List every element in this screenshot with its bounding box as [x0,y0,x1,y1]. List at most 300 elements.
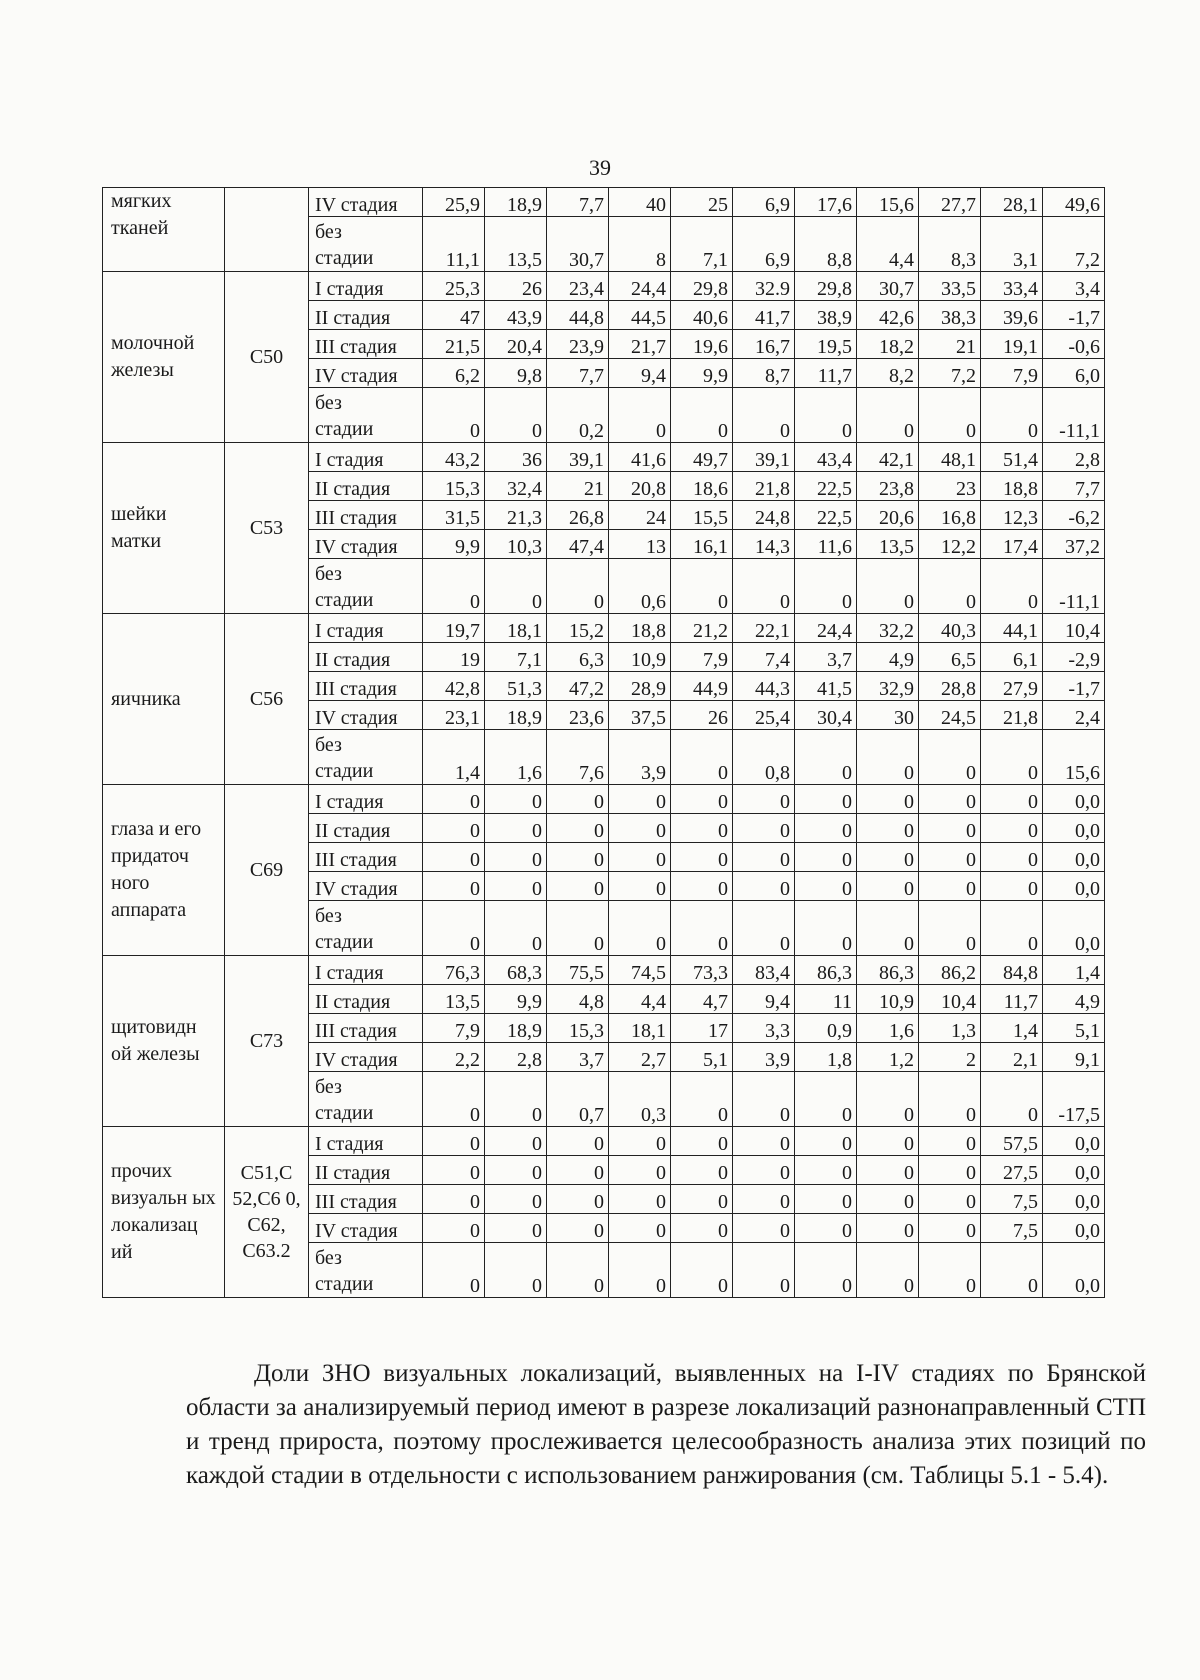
value-cell: 0 [485,388,547,443]
stage-cell: III стадия [309,330,423,359]
value-cell: 42,6 [857,301,919,330]
value-cell: 0 [795,1072,857,1127]
value-cell: 41,6 [609,443,671,472]
value-cell: 13,5 [485,217,547,272]
value-cell: 51,3 [485,672,547,701]
icd-code-cell: C51,C 52,C6 0, C62, C63.2 [225,1127,309,1298]
stage-cell: I стадия [309,1127,423,1156]
value-cell: 0 [423,1243,485,1298]
value-cell: 31,5 [423,501,485,530]
value-cell: 44,9 [671,672,733,701]
value-cell: 30,4 [795,701,857,730]
value-cell: 44,5 [609,301,671,330]
value-cell: 0 [733,1156,795,1185]
value-cell: 0 [981,1072,1043,1127]
value-cell: 23,4 [547,272,609,301]
value-cell: 0 [671,1127,733,1156]
value-cell: 0 [919,843,981,872]
value-cell: 32.9 [733,272,795,301]
value-cell: 0 [795,559,857,614]
value-cell: 13,5 [857,530,919,559]
value-cell: 17,4 [981,530,1043,559]
value-cell: 0 [795,1185,857,1214]
stage-cell: IV стадия [309,1214,423,1243]
value-cell: 0 [547,1156,609,1185]
table-row [103,956,1105,985]
value-cell: 0 [795,1243,857,1298]
value-cell: 6,1 [981,643,1043,672]
value-cell: 0,9 [795,1014,857,1043]
value-cell: 41,5 [795,672,857,701]
value-cell: -1,7 [1043,301,1105,330]
value-cell: 0 [423,814,485,843]
value-cell: 84,8 [981,956,1043,985]
value-cell: 0 [609,843,671,872]
value-cell: 0 [733,814,795,843]
localization-cell: прочих визуальн ых локализац ий [103,1127,225,1298]
value-cell: 0 [919,785,981,814]
value-cell: 32,4 [485,472,547,501]
stage-cell: II стадия [309,301,423,330]
value-cell: 22,1 [733,614,795,643]
value-cell: 0 [795,1127,857,1156]
value-cell: 23 [919,472,981,501]
value-cell: 0 [485,901,547,956]
localization-cell: мягких тканей [103,188,225,272]
value-cell: 0 [919,1243,981,1298]
table-row [103,443,1105,472]
value-cell: -6,2 [1043,501,1105,530]
value-cell: 0 [423,1185,485,1214]
value-cell: 0 [671,559,733,614]
stage-cell: без стадии [309,730,423,785]
page-number: 39 [589,155,611,180]
value-cell: 48,1 [919,443,981,472]
value-cell: 13,5 [423,985,485,1014]
value-cell: 11,1 [423,217,485,272]
icd-code-cell: C56 [225,614,309,785]
value-cell: 0 [981,730,1043,785]
value-cell: 8,3 [919,217,981,272]
value-cell: 0 [423,872,485,901]
value-cell: 0 [485,872,547,901]
value-cell: 21,8 [733,472,795,501]
localization-cell: шейки матки [103,443,225,614]
value-cell: 0 [795,1214,857,1243]
value-cell: 0 [981,901,1043,956]
value-cell: 0 [671,1185,733,1214]
value-cell: 0 [485,1185,547,1214]
stage-cell: II стадия [309,814,423,843]
value-cell: 73,3 [671,956,733,985]
value-cell: 7,6 [547,730,609,785]
value-cell: 13 [609,530,671,559]
stage-cell: II стадия [309,985,423,1014]
value-cell: 7,2 [919,359,981,388]
value-cell: 0 [857,872,919,901]
value-cell: 0,8 [733,730,795,785]
value-cell: 0 [671,1156,733,1185]
value-cell: 28,1 [981,188,1043,217]
value-cell: 26,8 [547,501,609,530]
value-cell: 9,9 [423,530,485,559]
value-cell: 10,4 [919,985,981,1014]
value-cell: 32,2 [857,614,919,643]
value-cell: 15,6 [1043,730,1105,785]
value-cell: 0,0 [1043,1243,1105,1298]
value-cell: 42,1 [857,443,919,472]
value-cell: 29,8 [795,272,857,301]
value-cell: 0 [485,1214,547,1243]
value-cell: -17,5 [1043,1072,1105,1127]
value-cell: 0 [671,872,733,901]
value-cell: 21,3 [485,501,547,530]
value-cell: 57,5 [981,1127,1043,1156]
value-cell: 16,7 [733,330,795,359]
value-cell: 0,7 [547,1072,609,1127]
value-cell: 0,0 [1043,872,1105,901]
value-cell: 86,2 [919,956,981,985]
stage-cell: III стадия [309,1014,423,1043]
stage-cell: IV стадия [309,188,423,217]
value-cell: 19,6 [671,330,733,359]
value-cell: 0 [609,1185,671,1214]
icd-code-cell: C69 [225,785,309,956]
value-cell: 0,3 [609,1072,671,1127]
value-cell: 0 [733,872,795,901]
value-cell: 36 [485,443,547,472]
value-cell: 10,9 [857,985,919,1014]
value-cell: 2,2 [423,1043,485,1072]
value-cell: 0,0 [1043,785,1105,814]
value-cell: 0 [485,1156,547,1185]
table-row [103,272,1105,301]
value-cell: 18,1 [609,1014,671,1043]
value-cell: 0 [609,901,671,956]
value-cell: 0 [609,872,671,901]
value-cell: 0 [485,559,547,614]
value-cell: 43,9 [485,301,547,330]
value-cell: 20,6 [857,501,919,530]
value-cell: 14,3 [733,530,795,559]
value-cell: 0 [795,785,857,814]
value-cell: 8,7 [733,359,795,388]
value-cell: 0 [857,843,919,872]
value-cell: 0 [981,872,1043,901]
value-cell: 47,4 [547,530,609,559]
value-cell: 0 [671,388,733,443]
stage-cell: I стадия [309,785,423,814]
stage-cell: III стадия [309,501,423,530]
value-cell: 11,6 [795,530,857,559]
value-cell: 0 [857,1156,919,1185]
value-cell: 3,9 [733,1043,795,1072]
stage-cell: III стадия [309,843,423,872]
value-cell: 21,7 [609,330,671,359]
value-cell: 27,5 [981,1156,1043,1185]
value-cell: 4,8 [547,985,609,1014]
value-cell: 25,3 [423,272,485,301]
value-cell: 0 [795,872,857,901]
value-cell: 0 [857,559,919,614]
value-cell: 11 [795,985,857,1014]
value-cell: 37,5 [609,701,671,730]
value-cell: 7,7 [547,188,609,217]
value-cell: 0 [547,559,609,614]
value-cell: 0 [485,1072,547,1127]
value-cell: 49,7 [671,443,733,472]
value-cell: 7,1 [485,643,547,672]
value-cell: 0 [547,785,609,814]
localization-cell: щитовидн ой железы [103,956,225,1127]
value-cell: 1,6 [857,1014,919,1043]
table-row [103,614,1105,643]
value-cell: 39,1 [733,443,795,472]
value-cell: 4,7 [671,985,733,1014]
value-cell: 8,8 [795,217,857,272]
value-cell: 0 [609,785,671,814]
value-cell: 0 [733,388,795,443]
value-cell: -0,6 [1043,330,1105,359]
value-cell: 7,2 [1043,217,1105,272]
value-cell: 0 [609,1243,671,1298]
value-cell: 0 [857,901,919,956]
value-cell: 3,9 [609,730,671,785]
value-cell: 37,2 [1043,530,1105,559]
value-cell: 38,3 [919,301,981,330]
stage-cell: IV стадия [309,872,423,901]
value-cell: 18,9 [485,1014,547,1043]
value-cell: 4,9 [1043,985,1105,1014]
value-cell: 38,9 [795,301,857,330]
value-cell: 0 [857,814,919,843]
value-cell: 0 [919,559,981,614]
value-cell: 19,7 [423,614,485,643]
value-cell: 24,5 [919,701,981,730]
value-cell: 9,9 [671,359,733,388]
value-cell: 0,0 [1043,1185,1105,1214]
value-cell: 15,3 [423,472,485,501]
value-cell: 0 [423,843,485,872]
value-cell: 8,2 [857,359,919,388]
localization-cell: молочной железы [103,272,225,443]
value-cell: 0 [671,843,733,872]
value-cell: 0 [485,785,547,814]
value-cell: 22,5 [795,472,857,501]
value-cell: 49,6 [1043,188,1105,217]
value-cell: 0 [919,1072,981,1127]
value-cell: 6,9 [733,217,795,272]
value-cell: 0 [795,388,857,443]
value-cell: 0 [671,785,733,814]
value-cell: 7,7 [1043,472,1105,501]
value-cell: 29,8 [671,272,733,301]
value-cell: 1,8 [795,1043,857,1072]
value-cell: 25,9 [423,188,485,217]
value-cell: 20,8 [609,472,671,501]
value-cell: 27,9 [981,672,1043,701]
value-cell: 0 [857,1243,919,1298]
stage-cell: IV стадия [309,530,423,559]
value-cell: 7,5 [981,1214,1043,1243]
value-cell: 22,5 [795,501,857,530]
value-cell: 0 [981,785,1043,814]
value-cell: -2,9 [1043,643,1105,672]
value-cell: 0 [857,388,919,443]
stage-cell: III стадия [309,1185,423,1214]
value-cell: 4,4 [609,985,671,1014]
value-cell: 0 [795,901,857,956]
value-cell: 26 [671,701,733,730]
value-cell: 23,1 [423,701,485,730]
value-cell: 18,8 [981,472,1043,501]
localization-cell: яичника [103,614,225,785]
value-cell: 40,3 [919,614,981,643]
value-cell: 0 [733,843,795,872]
value-cell: 7,7 [547,359,609,388]
value-cell: 18,9 [485,188,547,217]
value-cell: 0 [919,1156,981,1185]
value-cell: 23,9 [547,330,609,359]
value-cell: 0 [981,843,1043,872]
value-cell: 0 [857,1185,919,1214]
value-cell: 0 [609,1156,671,1185]
stage-cell: I стадия [309,272,423,301]
value-cell: 0 [423,1156,485,1185]
value-cell: 0 [857,730,919,785]
value-cell: 5,1 [1043,1014,1105,1043]
value-cell: 1,4 [981,1014,1043,1043]
value-cell: 0,0 [1043,1127,1105,1156]
value-cell: 1,2 [857,1043,919,1072]
value-cell: 2 [919,1043,981,1072]
value-cell: 0 [981,388,1043,443]
icd-code-cell: C50 [225,272,309,443]
value-cell: 43,2 [423,443,485,472]
value-cell: 0 [857,785,919,814]
stage-cell: III стадия [309,672,423,701]
value-cell: 28,8 [919,672,981,701]
value-cell: 0 [671,1072,733,1127]
value-cell: 10,4 [1043,614,1105,643]
stage-cell: без стадии [309,901,423,956]
value-cell: 1,6 [485,730,547,785]
value-cell: 0 [671,901,733,956]
value-cell: 40,6 [671,301,733,330]
value-cell: 0 [423,559,485,614]
value-cell: 11,7 [795,359,857,388]
value-cell: 68,3 [485,956,547,985]
value-cell: 9,9 [485,985,547,1014]
value-cell: 0 [733,1127,795,1156]
value-cell: 0 [485,1243,547,1298]
value-cell: 0 [919,1127,981,1156]
value-cell: 0 [919,388,981,443]
value-cell: 41,7 [733,301,795,330]
value-cell: 83,4 [733,956,795,985]
stage-cell: I стадия [309,614,423,643]
value-cell: 0 [547,901,609,956]
value-cell: 42,8 [423,672,485,701]
value-cell: 19 [423,643,485,672]
value-cell: 6,5 [919,643,981,672]
value-cell: 3,3 [733,1014,795,1043]
table-row [103,1127,1105,1156]
value-cell: 0 [609,814,671,843]
stage-cell: без стадии [309,217,423,272]
value-cell: 0 [547,872,609,901]
value-cell: 0 [981,814,1043,843]
value-cell: 0 [857,1214,919,1243]
stage-cell: IV стадия [309,701,423,730]
value-cell: 0,0 [1043,1156,1105,1185]
value-cell: 0,0 [1043,901,1105,956]
value-cell: 0 [733,1214,795,1243]
value-cell: 16,1 [671,530,733,559]
value-cell: 2,1 [981,1043,1043,1072]
value-cell: 76,3 [423,956,485,985]
value-cell: 0 [547,1243,609,1298]
value-cell: 43,4 [795,443,857,472]
value-cell: 2,8 [485,1043,547,1072]
value-cell: 0 [671,730,733,785]
value-cell: 0 [733,901,795,956]
value-cell: 0,2 [547,388,609,443]
value-cell: 0 [547,814,609,843]
table-row [103,188,1105,217]
value-cell: 9,4 [733,985,795,1014]
value-cell: 2,4 [1043,701,1105,730]
value-cell: 18,2 [857,330,919,359]
icd-code-cell [225,188,309,272]
value-cell: 39,6 [981,301,1043,330]
value-cell: 7,1 [671,217,733,272]
value-cell: 75,5 [547,956,609,985]
value-cell: 7,4 [733,643,795,672]
localization-cell: глаза и его придаточ ного аппарата [103,785,225,956]
value-cell: 0 [423,785,485,814]
value-cell: 18,1 [485,614,547,643]
value-cell: 33,5 [919,272,981,301]
stage-cell: без стадии [309,1072,423,1127]
value-cell: 26 [485,272,547,301]
value-cell: 44,1 [981,614,1043,643]
value-cell: 39,1 [547,443,609,472]
value-cell: 1,4 [423,730,485,785]
value-cell: 86,3 [857,956,919,985]
stage-cell: I стадия [309,443,423,472]
value-cell: 0 [485,814,547,843]
icd-code-cell: C53 [225,443,309,614]
value-cell: 0 [547,1214,609,1243]
value-cell: 74,5 [609,956,671,985]
value-cell: 0 [671,1214,733,1243]
value-cell: 19,1 [981,330,1043,359]
value-cell: 18,6 [671,472,733,501]
value-cell: 20,4 [485,330,547,359]
value-cell: 17,6 [795,188,857,217]
value-cell: 2,8 [1043,443,1105,472]
value-cell: 40 [609,188,671,217]
value-cell: 44,8 [547,301,609,330]
value-cell: 7,5 [981,1185,1043,1214]
value-cell: -1,7 [1043,672,1105,701]
value-cell: 0 [733,1243,795,1298]
value-cell: 3,4 [1043,272,1105,301]
stage-cell: I стадия [309,956,423,985]
value-cell: 3,7 [547,1043,609,1072]
stage-cell: II стадия [309,472,423,501]
